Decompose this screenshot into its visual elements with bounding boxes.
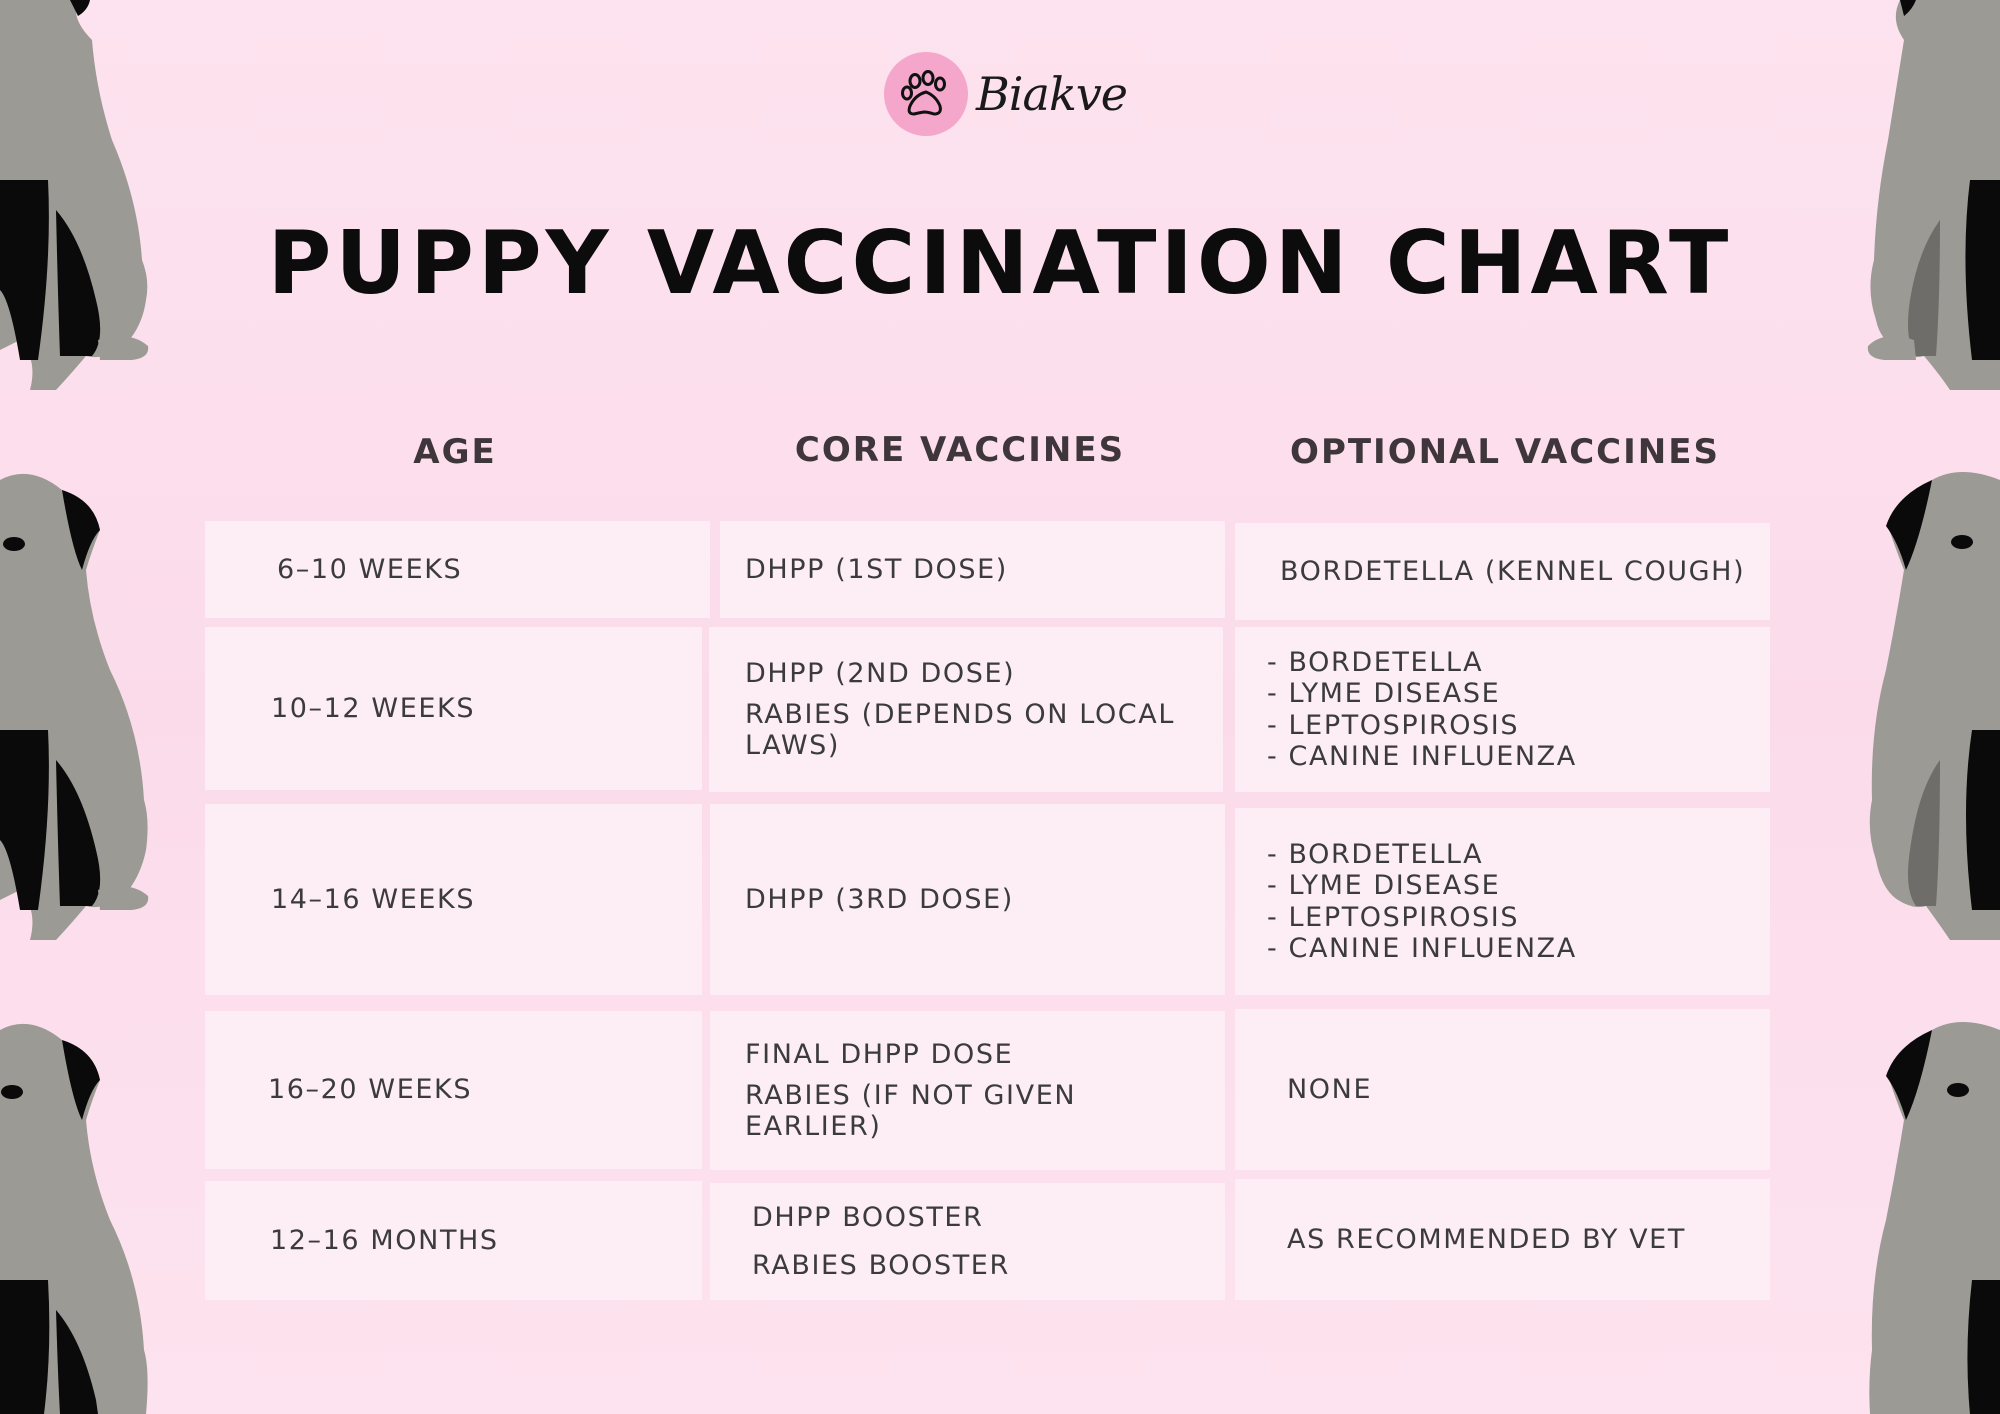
table-cell-core xyxy=(709,627,1223,792)
brand xyxy=(884,50,1127,138)
dog-illustration-icon xyxy=(1840,470,2000,950)
optional-vaccine-text: - BORDETELLA xyxy=(1267,839,1484,871)
dog-illustration-icon xyxy=(0,1020,160,1414)
core-vaccine-text: DHPP BOOSTER xyxy=(752,1202,984,1234)
page-title: PUPPY VACCINATION CHART xyxy=(267,212,1733,314)
table-cell-age xyxy=(205,1011,702,1169)
optional-vaccine-text: - CANINE INFLUENZA xyxy=(1267,740,1577,772)
table-cell-optional xyxy=(1235,808,1770,995)
age-text: 16–20 WEEKS xyxy=(268,1074,473,1106)
table-cell-optional xyxy=(1235,1179,1770,1300)
core-vaccine-text: RABIES (IF NOT GIVEN EARLIER) xyxy=(745,1079,1077,1143)
table-cell-optional xyxy=(1235,523,1770,620)
optional-vaccine-text: - LYME DISEASE xyxy=(1267,870,1501,902)
core-vaccine-text: FINAL DHPP DOSE xyxy=(745,1038,1014,1070)
age-text: 10–12 WEEKS xyxy=(271,692,476,724)
table-cell-core xyxy=(710,804,1225,995)
age-text: 14–16 WEEKS xyxy=(271,883,476,915)
dog-illustration-icon xyxy=(1840,1020,2000,1414)
dog-illustration-icon xyxy=(0,470,160,950)
table-cell-age xyxy=(205,804,702,995)
core-vaccine-text: RABIES (DEPENDS ON LOCAL LAWS) xyxy=(745,698,1175,762)
optional-vaccine-text: BORDETELLA (KENNEL COUGH) xyxy=(1280,555,1746,587)
age-text: 12–16 MONTHS xyxy=(270,1224,499,1256)
logo-badge xyxy=(884,52,968,136)
paw-icon xyxy=(898,66,954,122)
table-cell-core xyxy=(710,1183,1225,1300)
optional-vaccine-text: - LYME DISEASE xyxy=(1267,678,1501,710)
dog-illustration-icon xyxy=(0,0,160,400)
optional-vaccine-text: NONE xyxy=(1287,1073,1373,1105)
core-vaccine-text: DHPP (2ND DOSE) xyxy=(745,657,1016,689)
core-vaccine-text: DHPP (3RD DOSE) xyxy=(745,883,1014,915)
column-header-core-vaccines: CORE VACCINES xyxy=(794,430,1126,470)
table-cell-age xyxy=(205,521,710,618)
column-header-age: AGE xyxy=(413,432,497,472)
optional-vaccine-text: - BORDETELLA xyxy=(1267,647,1484,679)
table-cell-optional xyxy=(1235,627,1770,792)
optional-vaccine-text: AS RECOMMENDED BY VET xyxy=(1287,1223,1686,1255)
column-header-optional-vaccines: OPTIONAL VACCINES xyxy=(1290,432,1720,472)
optional-vaccine-text: - LEPTOSPIROSIS xyxy=(1267,709,1520,741)
table-cell-core xyxy=(710,1011,1225,1170)
core-vaccine-text: RABIES BOOSTER xyxy=(752,1249,1010,1281)
core-vaccine-text: DHPP (1ST DOSE) xyxy=(745,553,1008,585)
optional-vaccine-text: - LEPTOSPIROSIS xyxy=(1267,901,1520,933)
brand-name: Biakve xyxy=(976,67,1128,121)
optional-vaccine-text: - CANINE INFLUENZA xyxy=(1267,932,1577,964)
age-text: 6–10 WEEKS xyxy=(277,553,463,585)
table-cell-age xyxy=(205,627,702,790)
dog-illustration-icon xyxy=(1840,0,2000,400)
table-cell-age xyxy=(205,1181,702,1300)
table-cell-core xyxy=(720,521,1225,618)
table-cell-optional xyxy=(1235,1009,1770,1170)
